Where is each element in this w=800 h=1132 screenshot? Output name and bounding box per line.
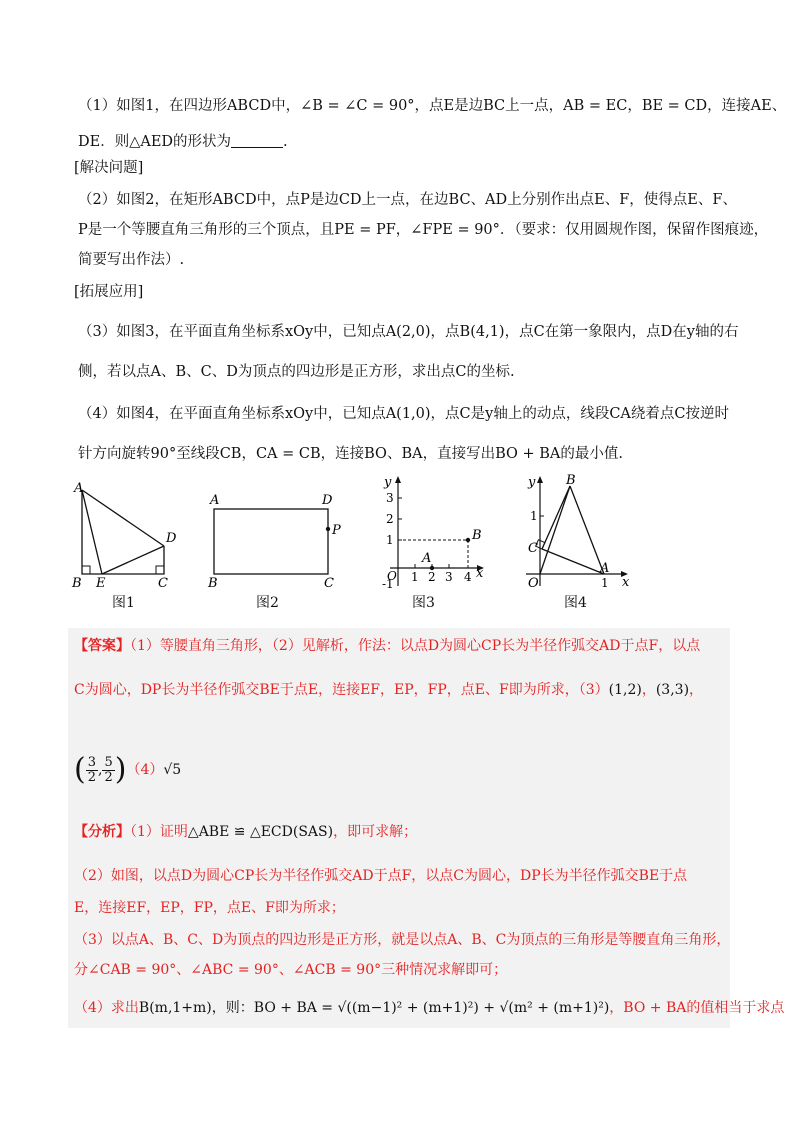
analysis-line6: [74, 998, 784, 1018]
figure-3-diagram: [364, 474, 494, 589]
fig1-label-b: B: [72, 576, 82, 589]
fig4-label-y: y: [528, 475, 536, 490]
fig4-tick-x1: 1: [601, 576, 609, 589]
analysis-text1b: ，即可求解；: [333, 824, 418, 840]
fig2-label-p: P: [332, 523, 341, 538]
figure-3: [364, 474, 494, 611]
fig3-tick-y1: 1: [386, 533, 394, 547]
figure-1-diagram: [64, 474, 184, 589]
coord-sep1: ，: [641, 682, 656, 698]
q4-line2: 针方向旋转90°至线段CB，CA = CB，连接BO、BA，直接写出BO + BA的最小值.: [78, 446, 623, 462]
answer-line1: [74, 636, 700, 656]
answer-result: √5: [163, 762, 182, 778]
fig3-tick-y2: 2: [386, 512, 394, 526]
analysis-line2: （2）如图，以点D为圆心CP长为半径作弧交AD于点F，以点C为圆心，DP长为半径作弧交BE于点: [74, 868, 688, 884]
q1-line1: （1）如图1，在四边形ABCD中，∠B = ∠C = 90°，点E是边BC上一点，AB = EC，BE = CD，连接AE、: [78, 98, 787, 114]
answer-text1: （1）等腰直角三角形，（2）见解析，作法：以点D为圆心CP长为半径作弧交AD于点F，以点: [130, 638, 701, 654]
figure-2-diagram: [202, 474, 352, 589]
analysis-text6c: ，BO + BA的值相当于求点: [609, 1000, 785, 1016]
analysis-text6a: （4）求出: [74, 1000, 139, 1016]
figure-2: [202, 474, 352, 611]
coord-c3-y: $\frac{5}{2}$: [104, 754, 113, 785]
figures-row: [64, 474, 664, 614]
fig3-label-y: y: [384, 475, 392, 490]
fig4-caption: 图4: [564, 595, 587, 611]
analysis-line4: （3）以点A、B、C、D为顶点的四边形是正方形，就是以点A、B、C为顶点的三角形是等腰直角三角形，: [74, 932, 731, 948]
analysis-line5: 分∠CAB = 90°、∠ABC = 90°、∠ACB = 90°三种情况求解即可；: [74, 962, 508, 978]
fig3-tick-ym1: -1: [382, 577, 394, 589]
fig2-label-c: C: [324, 576, 334, 589]
fig3-tick-y3: 3: [386, 491, 394, 505]
fig4-label-a: A: [600, 561, 610, 576]
fig3-label-x: x: [476, 566, 484, 581]
figure-4-diagram: [508, 474, 638, 589]
fig4-tick-y1: 1: [530, 509, 538, 523]
fig2-label-a: A: [210, 493, 220, 508]
q2-line2: P是一个等腰直角三角形的三个顶点，且PE = PF，∠FPE = 90°．（要求：仅用圆规作图，保留作图痕迹，: [78, 222, 769, 238]
coord-c3-sep: ,: [98, 762, 103, 778]
fig3-label-a: A: [422, 551, 432, 566]
q1-line2: [78, 132, 288, 152]
q2-line3: 简要写出作法）.: [78, 252, 185, 268]
analysis-line1: [74, 822, 417, 842]
fig2-caption: 图2: [256, 595, 279, 611]
answer-text2: C为圆心，DP长为半径作弧交BE于点E，连接EF，EP，FP，点E、F即为所求，（3）: [74, 682, 609, 698]
coord-c1: (1,2): [608, 682, 642, 698]
analysis-formula: BO + BA = √((m−1)² + (m+1)²) + √(m² + (m+1)²): [253, 1000, 610, 1016]
fig1-label-d: D: [166, 531, 177, 546]
analysis-tag: 【分析】: [74, 824, 130, 840]
fig3-tick-x4: 4: [464, 570, 472, 584]
fig2-label-d: D: [322, 493, 333, 508]
section-solve: [解决问题]: [74, 160, 144, 176]
analysis-text6b: B(m,1+m)，则：: [138, 1000, 254, 1016]
q3-line2: 侧，若以点A、B、C、D为顶点的四边形是正方形，求出点C的坐标.: [78, 364, 515, 380]
q1-line2-end: .: [283, 134, 288, 150]
analysis-line3: E，连接EF，EP，FP，点E、F即为所求；: [74, 900, 345, 916]
answer-line3: ( $\frac{3}{2}$ , $\frac{5}{2}$ )（4）√5: [74, 752, 182, 787]
fig3-tick-x1: 1: [411, 570, 419, 584]
answer-blank[interactable]: [231, 133, 283, 148]
fig1-caption: 图1: [112, 595, 135, 611]
q3-line1: （3）如图3，在平面直角坐标系xOy中，已知点A(2,0)，点B(4,1)，点C在第一象限内，点D在y轴的右: [78, 324, 739, 340]
q2-line1: （2）如图2，在矩形ABCD中，点P是边CD上一点，在边BC、AD上分别作出点E、F，使得点E、F、: [78, 192, 737, 208]
coord-c2: (3,3): [655, 682, 690, 698]
answer-tag: 【答案】: [74, 638, 130, 654]
fig2-label-b: B: [208, 576, 218, 589]
fig3-label-o: O: [387, 569, 397, 583]
q4-line1: （4）如图4，在平面直角坐标系xOy中，已知点A(1,0)，点C是y轴上的动点，线段CA绕着点C按逆时: [78, 406, 729, 422]
fig4-label-x: x: [622, 575, 630, 589]
fig1-label-e: E: [96, 576, 106, 589]
answer-part4: （4）: [126, 762, 164, 778]
coord-sep2: ，: [689, 682, 704, 698]
fig1-label-c: C: [158, 576, 168, 589]
fig4-label-b: B: [566, 474, 576, 488]
analysis-text1a: （1）证明: [130, 824, 188, 840]
fig3-tick-x2: 2: [428, 570, 436, 584]
answer-line2: [74, 680, 703, 700]
fig3-tick-x3: 3: [445, 570, 453, 584]
coord-c3-x: $\frac{3}{2}$: [87, 754, 96, 785]
figure-1: [64, 474, 184, 611]
q1-line2-text: DE．则△AED的形状为: [78, 134, 232, 150]
fig1-label-a: A: [74, 481, 84, 496]
figure-4: [508, 474, 638, 611]
section-extend: [拓展应用]: [74, 284, 144, 300]
fig3-caption: 图3: [412, 595, 435, 611]
fig4-label-o: O: [528, 576, 539, 589]
fig4-label-c: C: [528, 541, 538, 556]
analysis-congruence: △ABE ≌ △ECD(SAS): [187, 824, 334, 840]
fig3-label-b: B: [472, 528, 482, 543]
